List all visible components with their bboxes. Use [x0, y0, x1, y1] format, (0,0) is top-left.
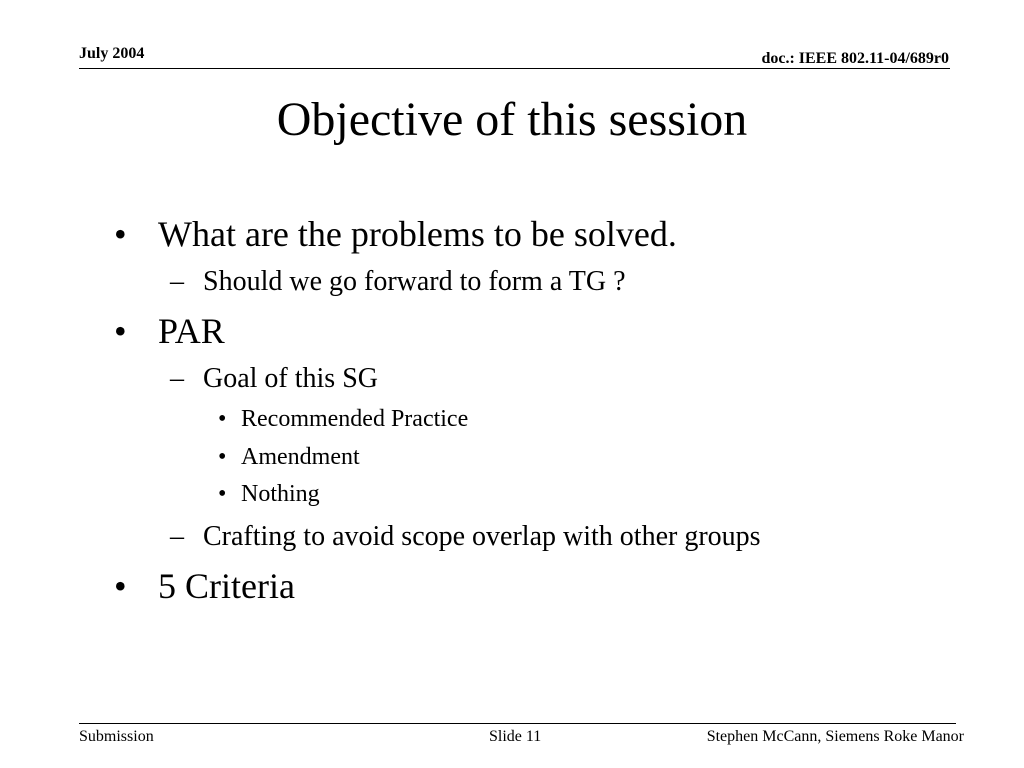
bullet-marker: – — [170, 521, 184, 552]
bullet-text: Nothing — [241, 481, 320, 507]
bullet-text: PAR — [158, 311, 225, 351]
bullet-text: Goal of this SG — [203, 363, 378, 394]
bullet-text: Should we go forward to form a TG ? — [203, 266, 626, 297]
footer-slide-number: Slide 11 — [489, 728, 542, 745]
header-doc-id: doc.: IEEE 802.11-04/689r0 — [761, 50, 949, 67]
header-date: July 2004 — [79, 45, 145, 62]
bullet-text: Crafting to avoid scope overlap with other groups — [203, 521, 761, 552]
bullet-text: Recommended Practice — [241, 406, 469, 432]
bullet-text: Amendment — [241, 444, 360, 470]
footer-author: Stephen McCann, Siemens Roke Manor — [706, 728, 964, 745]
bullet-marker: – — [170, 363, 184, 394]
slide-title: Objective of this session — [276, 93, 748, 146]
bullet-text: 5 Criteria — [158, 566, 295, 606]
bullet-text: What are the problems to be solved. — [158, 214, 677, 254]
bullet-marker: • — [218, 444, 227, 470]
footer-submission: Submission — [79, 728, 154, 745]
bullet-marker: • — [114, 566, 127, 606]
bullet-marker: • — [218, 406, 227, 432]
bullet-marker: – — [170, 266, 184, 297]
bullet-marker: • — [114, 311, 127, 351]
bullet-marker: • — [114, 214, 127, 254]
footer-divider — [79, 723, 956, 724]
bullet-marker: • — [218, 481, 227, 507]
